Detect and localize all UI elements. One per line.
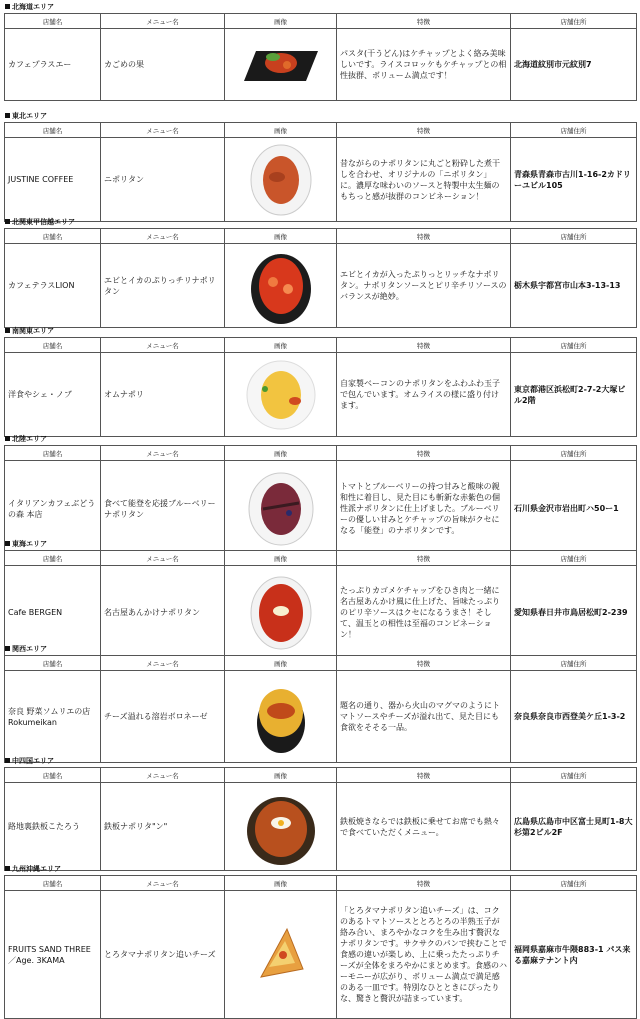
- dish-image: [225, 138, 337, 222]
- header-address: 店舗住所: [511, 446, 637, 461]
- header-address: 店舗住所: [511, 14, 637, 29]
- menu-name: チーズ溢れる溶岩ボロネーゼ: [101, 671, 225, 763]
- region-label: [5, 2, 54, 12]
- table-row: [5, 566, 637, 660]
- header-shop: 店舗名: [5, 768, 101, 783]
- header-feature: 特徴: [337, 656, 511, 671]
- region-name: 九州沖縄エリア: [12, 865, 61, 873]
- header-feature: 特徴: [337, 446, 511, 461]
- feature-text: 題名の通り、器から火山のマグマのようにトマトソースやチーズが溢れ出て、見た目にも食欲をそそる一品。: [337, 671, 511, 763]
- header-address: 店舗住所: [511, 551, 637, 566]
- table-header-row: [5, 551, 637, 566]
- region-name: 北関東甲信越エリア: [12, 218, 75, 226]
- shop-address: 奈良県奈良市西登美ケ丘1-3-2: [511, 671, 637, 763]
- menu-table: [4, 122, 637, 222]
- square-bullet-icon: [5, 866, 10, 871]
- header-feature: 特徴: [337, 14, 511, 29]
- feature-text: 鉄板焼きならでは鉄板に乗せてお席でも熱々で食べていただくメニュー。: [337, 783, 511, 871]
- region-label: [5, 539, 47, 549]
- header-feature: 特徴: [337, 338, 511, 353]
- header-feature: 特徴: [337, 123, 511, 138]
- menu-table: [4, 13, 637, 101]
- header-address: 店舗住所: [511, 338, 637, 353]
- region-label: [5, 434, 47, 444]
- square-bullet-icon: [5, 758, 10, 763]
- header-image: 画像: [225, 229, 337, 244]
- feature-text: 自家製ベーコンのナポリタンをふわふわ玉子で包んでいます。オムライスの様に盛り付けます。: [337, 353, 511, 437]
- menu-table: [4, 767, 637, 871]
- header-feature: 特徴: [337, 229, 511, 244]
- region-name: 関西エリア: [12, 645, 47, 653]
- dish-image: [225, 566, 337, 660]
- menu-table: [4, 228, 637, 328]
- square-bullet-icon: [5, 4, 10, 9]
- table-header-row: [5, 656, 637, 671]
- shop-name: イタリアンカフェぶどうの森 本店: [5, 461, 101, 557]
- table-row: [5, 671, 637, 763]
- shop-address: 栃木県宇都宮市山本3-13-13: [511, 244, 637, 328]
- header-shop: 店舗名: [5, 123, 101, 138]
- header-menu: メニュー名: [101, 123, 225, 138]
- table-header-row: [5, 876, 637, 891]
- square-bullet-icon: [5, 219, 10, 224]
- header-image: 画像: [225, 551, 337, 566]
- shop-address: 福岡県嘉麻市牛隈883-1 パス来る嘉麻テナント内: [511, 891, 637, 1019]
- header-image: 画像: [225, 446, 337, 461]
- table-row: [5, 891, 637, 1019]
- region-label: [5, 326, 54, 336]
- region-name: 東海エリア: [12, 540, 47, 548]
- region-label: [5, 111, 47, 121]
- menu-table: [4, 875, 637, 1019]
- shop-name: JUSTINE COFFEE: [5, 138, 101, 222]
- shop-address: 広島県広島市中区富士見町1-8大杉第2ビル2F: [511, 783, 637, 871]
- menu-table: [4, 337, 637, 437]
- dish-image: [225, 244, 337, 328]
- menu-name: オムナポリ: [101, 353, 225, 437]
- header-shop: 店舗名: [5, 14, 101, 29]
- table-header-row: [5, 123, 637, 138]
- feature-text: トマトとブルーベリーの持つ甘みと酸味の親和性に着目し、見た目にも斬新な赤紫色の個性派ナポリタンに仕上げました。ブルーベリーの優しい甘みとケチャップの旨味がクセになる「能登」のナポリタンです。: [337, 461, 511, 557]
- menu-table: [4, 550, 637, 660]
- region-label: [5, 756, 54, 766]
- header-menu: メニュー名: [101, 551, 225, 566]
- table-row: [5, 29, 637, 101]
- menu-name: ニポリタン: [101, 138, 225, 222]
- shop-name: カフェプラスエー: [5, 29, 101, 101]
- dish-image: [225, 783, 337, 871]
- header-image: 画像: [225, 768, 337, 783]
- header-menu: メニュー名: [101, 338, 225, 353]
- header-shop: 店舗名: [5, 656, 101, 671]
- header-address: 店舗住所: [511, 876, 637, 891]
- header-menu: メニュー名: [101, 768, 225, 783]
- table-header-row: [5, 229, 637, 244]
- region-label: [5, 644, 47, 654]
- dish-image: [225, 461, 337, 557]
- header-menu: メニュー名: [101, 446, 225, 461]
- dish-image: [225, 353, 337, 437]
- square-bullet-icon: [5, 646, 10, 651]
- region-name: 東北エリア: [12, 112, 47, 120]
- shop-name: FRUITS SAND THREE／Age. 3KAMA: [5, 891, 101, 1019]
- region-name: 北陸エリア: [12, 435, 47, 443]
- square-bullet-icon: [5, 113, 10, 118]
- region-label: [5, 217, 75, 227]
- header-menu: メニュー名: [101, 229, 225, 244]
- shop-name: 洋食やシェ・ノブ: [5, 353, 101, 437]
- menu-table: [4, 655, 637, 763]
- table-row: [5, 244, 637, 328]
- header-address: 店舗住所: [511, 229, 637, 244]
- header-feature: 特徴: [337, 551, 511, 566]
- dish-image: [225, 891, 337, 1019]
- header-image: 画像: [225, 123, 337, 138]
- header-image: 画像: [225, 876, 337, 891]
- region-name: 南関東エリア: [12, 327, 54, 335]
- menu-name: カごめの果: [101, 29, 225, 101]
- region-name: 北海道エリア: [12, 3, 54, 11]
- table-header-row: [5, 768, 637, 783]
- header-shop: 店舗名: [5, 876, 101, 891]
- table-row: [5, 138, 637, 222]
- dish-image: [225, 671, 337, 763]
- header-menu: メニュー名: [101, 14, 225, 29]
- table-row: [5, 353, 637, 437]
- menu-name: 食べて能登を応援ブルーベリーナポリタン: [101, 461, 225, 557]
- region-name: 中四国エリア: [12, 757, 54, 765]
- header-feature: 特徴: [337, 876, 511, 891]
- shop-name: 奈良 野菜ソムリエの店 Rokumeikan: [5, 671, 101, 763]
- shop-name: 路地裏鉄板こたろう: [5, 783, 101, 871]
- feature-text: たっぷりカゴメケチャップをひき肉と一緒に名古屋あんかけ風に仕上げた、旨味たっぷりのピリ辛ソースはクセになるうまさ！そして、温玉との相性は至福のコンビネーション！: [337, 566, 511, 660]
- header-feature: 特徴: [337, 768, 511, 783]
- menu-name: とろタマナポリタン追いチーズ: [101, 891, 225, 1019]
- square-bullet-icon: [5, 541, 10, 546]
- header-shop: 店舗名: [5, 229, 101, 244]
- table-header-row: [5, 446, 637, 461]
- shop-address: 石川県金沢市岩出町ハ50ー1: [511, 461, 637, 557]
- square-bullet-icon: [5, 436, 10, 441]
- table-row: [5, 461, 637, 557]
- shop-address: 青森県青森市古川1-16-2カドリーユビル105: [511, 138, 637, 222]
- header-shop: 店舗名: [5, 551, 101, 566]
- feature-text: エビとイカが入ったぷりっとリッチなナポリタン。ナポリタンソースとピリ辛チリソースのバランスが絶妙。: [337, 244, 511, 328]
- feature-text: 「とろタマナポリタン追いチーズ」は、コクのあるトマトソースととろとろの半熟玉子が絡み合い、まろやかなコクを生み出す贅沢なナポリタンです。サクサクのパンで挟むことで食感の違いが楽しめ、上に乗ったたっぷりチーズが全体をまろやかにまとめます。食感のハーモニーが広がり、ボリューム満点で満足感のある一皿です。特別なひとときにぴったりな、驚きと贅沢が詰まっています。: [337, 891, 511, 1019]
- dish-image: [225, 29, 337, 101]
- square-bullet-icon: [5, 328, 10, 333]
- table-header-row: [5, 14, 637, 29]
- table-row: [5, 783, 637, 871]
- header-menu: メニュー名: [101, 656, 225, 671]
- menu-name: 鉄板ナポリタ"ン": [101, 783, 225, 871]
- menu-name: エビとイカのぷりっチリナポリタン: [101, 244, 225, 328]
- table-header-row: [5, 338, 637, 353]
- shop-address: 北海道紋別市元紋別7: [511, 29, 637, 101]
- header-image: 画像: [225, 338, 337, 353]
- header-image: 画像: [225, 656, 337, 671]
- shop-address: 東京都港区浜松町2-7-2大塚ビル2階: [511, 353, 637, 437]
- header-image: 画像: [225, 14, 337, 29]
- shop-name: カフェテラスLION: [5, 244, 101, 328]
- header-shop: 店舗名: [5, 446, 101, 461]
- header-shop: 店舗名: [5, 338, 101, 353]
- menu-table: [4, 445, 637, 557]
- shop-name: Cafe BERGEN: [5, 566, 101, 660]
- header-address: 店舗住所: [511, 123, 637, 138]
- shop-address: 愛知県春日井市鳥居松町2-239: [511, 566, 637, 660]
- header-address: 店舗住所: [511, 768, 637, 783]
- header-address: 店舗住所: [511, 656, 637, 671]
- header-menu: メニュー名: [101, 876, 225, 891]
- feature-text: パスタ(干うどん)はケチャップとよく絡み美味しいです。ライスコロッケもケチャップとの相性抜群、ボリューム満点です！: [337, 29, 511, 101]
- region-label: [5, 864, 61, 874]
- menu-name: 名古屋あんかけナポリタン: [101, 566, 225, 660]
- feature-text: 昔ながらのナポリタンに丸ごと粉砕した煮干しを合わせ、オリジナルの「ニポリタン」に。濃厚な味わいのソースと特製中太生麺のもちっと感が抜群のコンビネーション！: [337, 138, 511, 222]
